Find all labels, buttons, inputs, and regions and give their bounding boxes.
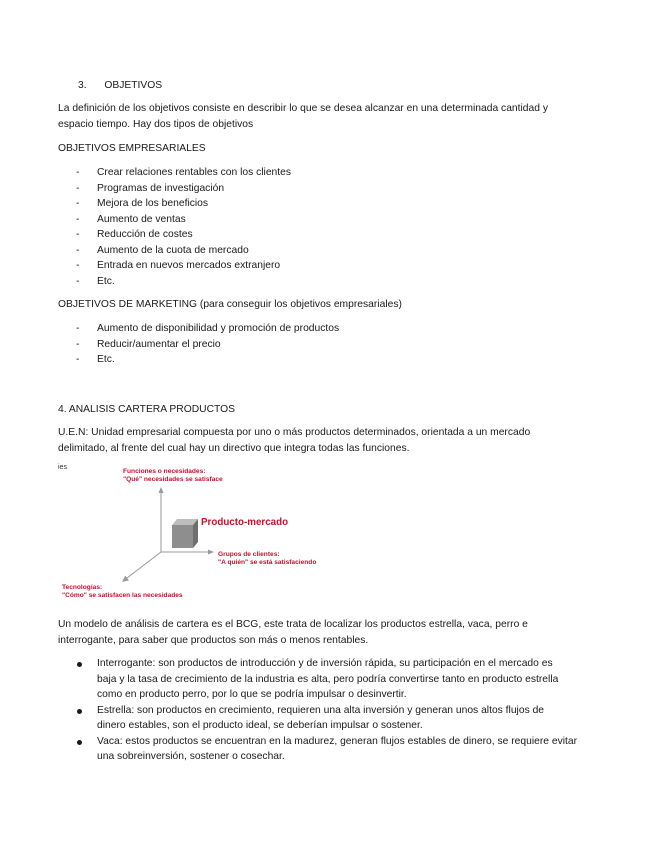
bullet-item-interrogante: Interrogante: son productos de introducción y de inversión rápida, su participación en el mercado es baja y la tasa de crecimiento de la industria es alta, pero podría convertirse tanto en producto estrella como en producto perro, por lo que se podría impulsar o desinvertir. — [58, 656, 598, 703]
bullet-icon — [77, 662, 82, 667]
center-label: Producto-mercado — [201, 517, 289, 528]
intro-line: espacio tiempo. Hay dos tipos de objetivos — [58, 118, 254, 130]
list-item: - Etc. — [76, 354, 115, 365]
bcg-line: interrogante, para saber que productos son más o menos rentables. — [58, 634, 369, 646]
section-3-heading — [78, 78, 618, 94]
top-label-line2: "Qué" necesidades se satisface — [123, 476, 223, 483]
top-label-line1: Funciones o necesidades: — [123, 468, 206, 475]
bcg-intro — [58, 617, 598, 648]
list-item: - Aumento de ventas — [76, 213, 186, 225]
section-3-title: OBJETIVOS — [104, 80, 163, 91]
uen-line: delimitado, al frente del cual hay un directivo que integra todas las funciones. — [58, 442, 410, 454]
list-item: - Reducir/aumentar el precio — [76, 338, 221, 350]
section-3-intro — [58, 101, 598, 132]
axis-diagonal — [127, 552, 161, 578]
bcg-line: Un modelo de análisis de cartera es el BCG, este trata de localizar los productos estrella, vaca, perro e — [58, 619, 528, 630]
list-item: - Crear relaciones rentables con los clientes — [76, 167, 292, 178]
section-3-number: 3. — [78, 80, 87, 91]
list-item: - Etc. — [76, 275, 115, 287]
producto-mercado-diagram — [58, 462, 358, 602]
empresariales-list — [58, 165, 598, 289]
left-label-line2: "Cómo" se satisfacen las necesidades — [62, 592, 183, 599]
list-item: - Mejora de los beneficios — [76, 198, 209, 209]
list-item: - Aumento de disponibilidad y promoción de productos — [76, 323, 340, 334]
uen-definition — [58, 425, 598, 456]
uen-line: U.E.N: Unidad empresarial compuesta por uno o más productos determinados, orientada a un mercado — [58, 427, 531, 438]
list-item: - Entrada en nuevos mercados extranjero — [76, 260, 281, 271]
bullet-item-vaca: Vaca: estos productos se encuentran en la madurez, generan flujos estables de dinero, se requiere evitar una sobreinversión, sostener o cosechar. — [58, 734, 598, 765]
axis-vertical-arrow — [159, 487, 164, 493]
right-label-line2: "A quién" se está satisfaciendo — [218, 559, 317, 566]
list-item: - Aumento de la cuota de mercado — [76, 244, 249, 256]
product-cube-icon — [172, 519, 198, 548]
bcg-bullet-list — [58, 656, 598, 765]
bullet-item-estrella: Estrella: son productos en crecimiento, requieren una alta inversión y generan unos altos flujos de dinero estables, son el producto ideal, se deberían impulsar o sostener. — [58, 703, 598, 734]
axis-diagonal-arrow — [122, 576, 129, 582]
right-label-line1: Grupos de clientes: — [218, 551, 280, 558]
intro-line: La definición de los objetivos consiste en describir lo que se desea alcanzar en una determinada cantidad y — [58, 103, 548, 114]
axis-horizontal-arrow — [208, 550, 214, 555]
left-label-line1: Tecnologías: — [62, 584, 103, 591]
bullet-icon — [77, 709, 82, 714]
diagram-svg — [58, 462, 358, 602]
list-item: - Reducción de costes — [76, 229, 193, 240]
bullet-icon — [77, 740, 82, 745]
section-4-heading: 4. ANALISIS CARTERA PRODUCTOS — [58, 404, 236, 415]
marketing-list — [58, 321, 598, 368]
empresariales-title: OBJETIVOS EMPRESARIALES — [58, 143, 206, 154]
diagram-corner-text: ies — [58, 464, 67, 471]
marketing-title: OBJETIVOS DE MARKETING (para conseguir los objetivos empresariales) — [58, 299, 402, 310]
list-item: - Programas de investigación — [76, 182, 225, 194]
